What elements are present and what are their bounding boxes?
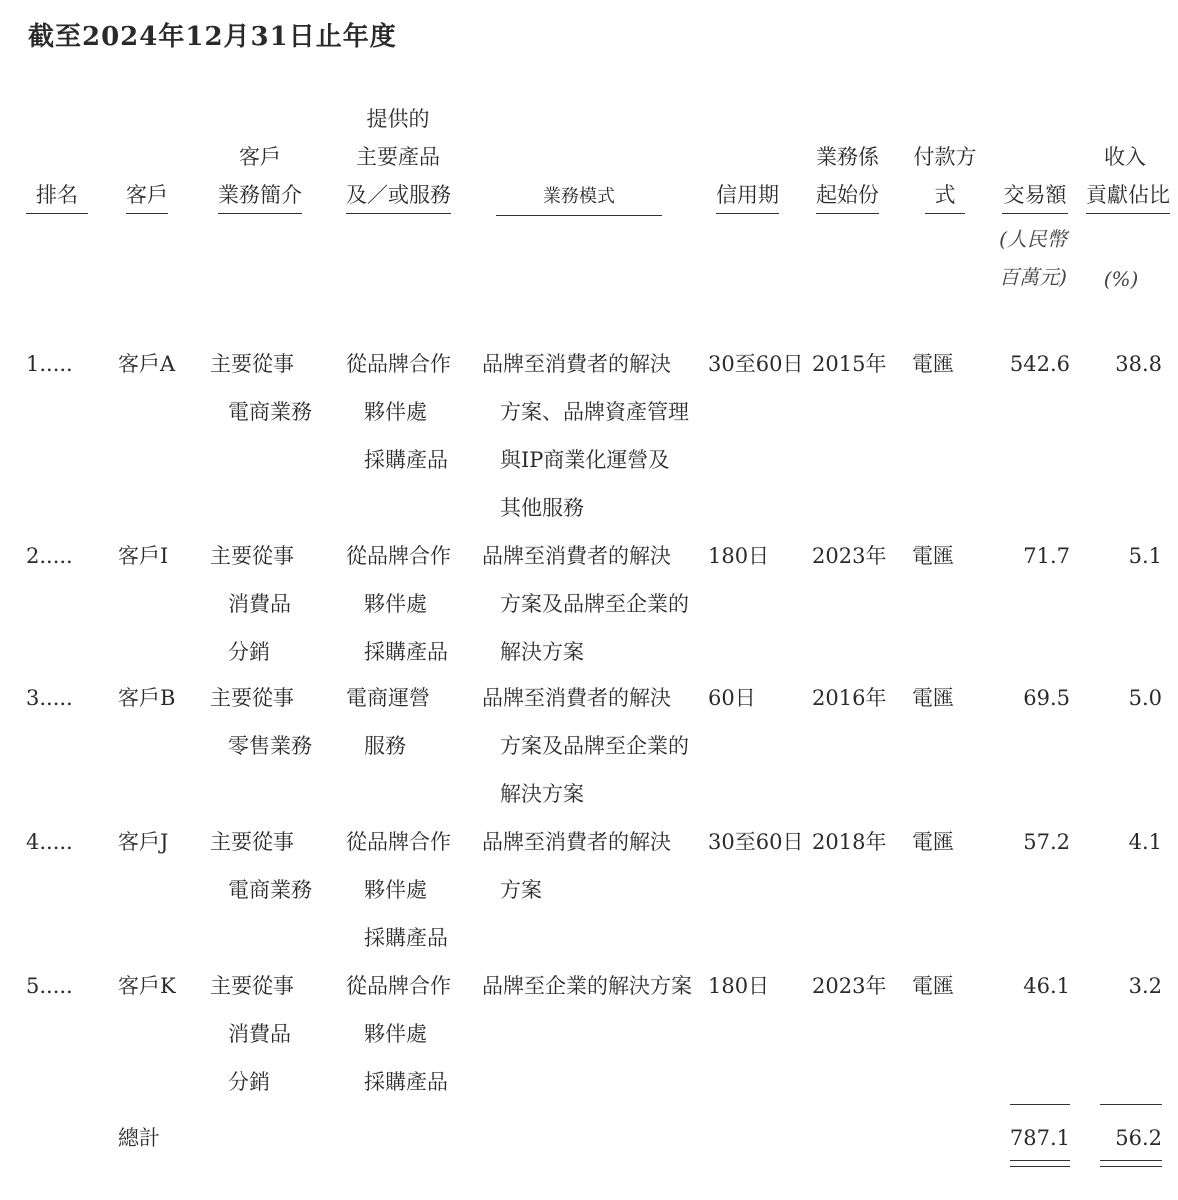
row-credit: 30至60日 xyxy=(708,830,804,854)
row-business-3: 分銷 xyxy=(228,1070,270,1094)
header-client-business-line1: 客戶 xyxy=(239,145,281,169)
header-credit-period-label: 信用期 xyxy=(716,177,779,214)
header-rank-label: 排名 xyxy=(26,177,88,214)
row-amount: 69.5 xyxy=(1023,686,1070,710)
row-products-2: 夥伴處 xyxy=(364,592,427,616)
header-client-label: 客戶 xyxy=(126,177,168,214)
row-payment: 電匯 xyxy=(912,686,954,710)
header-client xyxy=(126,176,166,214)
header-payment-line1: 付款方 xyxy=(913,145,977,169)
row-share: 5.0 xyxy=(1128,686,1162,710)
row-credit: 180日 xyxy=(708,974,770,998)
row-client: 客戶B xyxy=(118,686,176,710)
total-amount-top-rule xyxy=(1010,1104,1070,1105)
row-business-2: 電商業務 xyxy=(228,400,312,424)
header-amount-label: 交易額 xyxy=(1002,177,1068,214)
row-start: 2018年 xyxy=(812,830,887,854)
row-model-2: 方案、品牌資產管理 xyxy=(500,400,689,424)
header-share-unit: (%) xyxy=(1103,267,1139,291)
row-payment: 電匯 xyxy=(912,974,954,998)
row-products-2: 夥伴處 xyxy=(364,400,427,424)
row-share: 38.8 xyxy=(1115,352,1162,376)
header-start-year xyxy=(816,138,878,214)
row-amount: 57.2 xyxy=(1023,830,1070,854)
header-amount-unit-line1: (人民幣 xyxy=(999,227,1067,251)
header-products-line2: 主要產品 xyxy=(356,145,440,169)
header-products xyxy=(346,100,450,214)
row-business-2: 零售業務 xyxy=(228,734,312,758)
row-products-3: 採購產品 xyxy=(364,1070,448,1094)
row-business-1: 主要從事 xyxy=(210,352,294,376)
row-business-3: 分銷 xyxy=(228,640,270,664)
total-share: 56.2 xyxy=(1115,1126,1162,1150)
header-products-line3: 及／或服務 xyxy=(346,177,451,214)
header-client-business-line2: 業務簡介 xyxy=(218,177,302,214)
row-share: 3.2 xyxy=(1128,974,1162,998)
row-model-3: 與IP商業化運營及 xyxy=(500,448,670,472)
row-products-2: 夥伴處 xyxy=(364,1022,427,1046)
row-model-1: 品牌至消費者的解決 xyxy=(482,544,671,568)
row-rank: 2..... xyxy=(26,544,73,568)
row-share: 4.1 xyxy=(1128,830,1162,854)
row-business-1: 主要從事 xyxy=(210,686,294,710)
row-client: 客戶A xyxy=(118,352,176,376)
row-model-4: 其他服務 xyxy=(500,496,584,520)
row-share: 5.1 xyxy=(1128,544,1162,568)
row-model-3: 解決方案 xyxy=(500,640,584,664)
row-products-1: 從品牌合作 xyxy=(346,544,451,568)
total-share-top-rule xyxy=(1100,1104,1162,1105)
header-business-model-label: 業務模式 xyxy=(496,179,662,216)
row-payment: 電匯 xyxy=(912,352,954,376)
header-share xyxy=(1086,138,1170,214)
header-start-year-line1: 業務係 xyxy=(816,145,879,169)
row-client: 客戶I xyxy=(118,544,169,568)
row-business-1: 主要從事 xyxy=(210,544,294,568)
row-payment: 電匯 xyxy=(912,830,954,854)
row-model-1: 品牌至消費者的解決 xyxy=(482,352,671,376)
row-payment: 電匯 xyxy=(912,544,954,568)
header-share-line2: 貢獻佔比 xyxy=(1086,177,1170,214)
row-amount: 46.1 xyxy=(1023,974,1070,998)
header-amount-unit xyxy=(996,220,1070,296)
row-model-2: 方案 xyxy=(500,878,542,902)
row-credit: 180日 xyxy=(708,544,770,568)
total-amount-double-rule-1 xyxy=(1010,1160,1070,1161)
row-model-2: 方案及品牌至企業的 xyxy=(500,592,689,616)
row-credit: 30至60日 xyxy=(708,352,804,376)
header-amount xyxy=(1000,176,1070,214)
header-rank xyxy=(26,176,88,214)
row-model-1: 品牌至消費者的解決 xyxy=(482,830,671,854)
row-start: 2023年 xyxy=(812,544,887,568)
row-model-2: 方案及品牌至企業的 xyxy=(500,734,689,758)
row-business-2: 電商業務 xyxy=(228,878,312,902)
row-model-3: 解決方案 xyxy=(500,782,584,806)
total-amount-double-rule-2 xyxy=(1010,1166,1070,1167)
row-rank: 5..... xyxy=(26,974,73,998)
header-amount-unit-line2: 百萬元) xyxy=(999,265,1067,289)
row-rank: 3..... xyxy=(26,686,73,710)
row-business-2: 消費品 xyxy=(228,592,291,616)
header-business-model xyxy=(496,176,662,216)
total-amount: 787.1 xyxy=(1009,1126,1070,1150)
row-products-2: 服務 xyxy=(364,734,406,758)
row-client: 客戶K xyxy=(118,974,176,998)
row-rank: 4..... xyxy=(26,830,73,854)
row-amount: 542.6 xyxy=(1009,352,1070,376)
total-share-double-rule-2 xyxy=(1100,1166,1162,1167)
header-payment-line2: 式 xyxy=(925,177,965,214)
header-start-year-line2: 起始份 xyxy=(816,177,879,214)
row-products-1: 電商運營 xyxy=(346,686,430,710)
row-start: 2016年 xyxy=(812,686,887,710)
row-products-3: 採購產品 xyxy=(364,926,448,950)
header-payment xyxy=(912,138,978,214)
row-amount: 71.7 xyxy=(1023,544,1070,568)
row-products-3: 採購產品 xyxy=(364,640,448,664)
row-products-1: 從品牌合作 xyxy=(346,830,451,854)
row-products-1: 從品牌合作 xyxy=(346,974,451,998)
row-business-2: 消費品 xyxy=(228,1022,291,1046)
row-business-1: 主要從事 xyxy=(210,974,294,998)
row-client: 客戶J xyxy=(118,830,169,854)
header-share-line1: 收入 xyxy=(1104,145,1146,169)
header-credit-period xyxy=(716,176,779,214)
header-client-business xyxy=(218,138,302,214)
total-label: 總計 xyxy=(118,1126,160,1150)
row-products-3: 採購產品 xyxy=(364,448,448,472)
page-title: 截至2024年12月31日止年度 xyxy=(28,22,397,52)
row-products-1: 從品牌合作 xyxy=(346,352,451,376)
row-business-1: 主要從事 xyxy=(210,830,294,854)
row-rank: 1..... xyxy=(26,352,73,376)
row-start: 2023年 xyxy=(812,974,887,998)
row-start: 2015年 xyxy=(812,352,887,376)
row-model-1: 品牌至消費者的解決 xyxy=(482,686,671,710)
row-model-1: 品牌至企業的解決方案 xyxy=(482,974,692,998)
total-share-double-rule-1 xyxy=(1100,1160,1162,1161)
row-products-2: 夥伴處 xyxy=(364,878,427,902)
header-products-line1: 提供的 xyxy=(366,107,430,131)
row-credit: 60日 xyxy=(708,686,756,710)
